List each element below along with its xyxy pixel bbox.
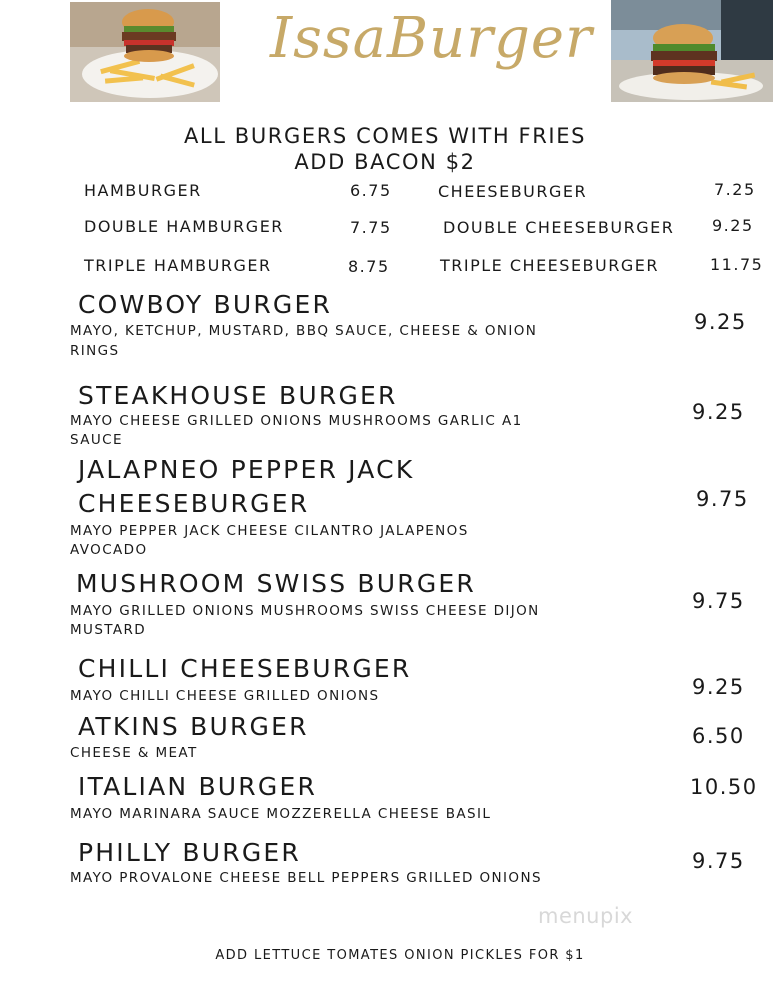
- burger-photo-right: [611, 0, 773, 102]
- specialty-price: 9.25: [692, 675, 745, 699]
- basic-item-price: 7.25: [714, 180, 756, 199]
- specialty-description: RINGS: [70, 343, 120, 359]
- basic-item-name: TRIPLE CHEESEBURGER: [440, 256, 659, 275]
- burger-photo-left: [70, 2, 220, 102]
- watermark: menupix: [538, 904, 634, 928]
- basic-item-price: 7.75: [350, 218, 392, 237]
- basic-item-name: HAMBURGER: [84, 181, 202, 200]
- basic-item-name: CHEESEBURGER: [438, 182, 588, 201]
- specialty-price: 9.75: [692, 589, 745, 613]
- specialty-description: CHEESE & MEAT: [70, 745, 198, 761]
- basic-item-price: 8.75: [348, 257, 390, 276]
- brand-logo: IssaBurger: [270, 6, 593, 71]
- specialty-description: MAYO, KETCHUP, MUSTARD, BBQ SAUCE, CHEESE & ONION: [70, 323, 538, 339]
- specialty-name: JALAPNEO PEPPER JACK: [78, 455, 415, 484]
- basic-item-price: 9.25: [712, 216, 754, 235]
- footer-addons-note: ADD LETTUCE TOMATES ONION PICKLES FOR $1: [215, 948, 585, 963]
- specialty-description: MAYO PROVALONE CHEESE BELL PEPPERS GRILLED ONIONS: [70, 870, 542, 886]
- specialty-description: MAYO MARINARA SAUCE MOZZERELLA CHEESE BASIL: [70, 806, 492, 822]
- specialty-price: 9.25: [692, 400, 745, 424]
- specialty-description: MAYO GRILLED ONIONS MUSHROOMS SWISS CHEESE DIJON: [70, 603, 540, 619]
- basic-item-price: 6.75: [350, 181, 392, 200]
- specialty-name: PHILLY BURGER: [78, 838, 301, 867]
- specialty-description: MAYO PEPPER JACK CHEESE CILANTRO JALAPENOS: [70, 523, 469, 539]
- burger-plate-image: [611, 0, 773, 102]
- specialty-description: SAUCE: [70, 432, 123, 448]
- specialty-price: 10.50: [690, 775, 758, 799]
- specialty-description: MAYO CHILLI CHEESE GRILLED ONIONS: [70, 688, 380, 704]
- header-fries-note: ALL BURGERS COMES WITH FRIES: [183, 124, 587, 148]
- specialty-price: 9.75: [692, 849, 745, 873]
- basic-item-name: DOUBLE HAMBURGER: [84, 217, 284, 236]
- burger-plate-image: [70, 2, 220, 102]
- specialty-name: STEAKHOUSE BURGER: [78, 381, 398, 410]
- specialty-price: 9.25: [694, 310, 747, 334]
- specialty-description: MAYO CHEESE GRILLED ONIONS MUSHROOMS GARLIC A1: [70, 413, 523, 429]
- basic-item-name: DOUBLE CHEESEBURGER: [443, 218, 675, 237]
- specialty-name: CHEESEBURGER: [78, 489, 310, 518]
- specialty-description: AVOCADO: [70, 542, 148, 558]
- specialty-name: ITALIAN BURGER: [78, 772, 318, 801]
- basic-item-price: 11.75: [710, 255, 764, 274]
- basic-item-name: TRIPLE HAMBURGER: [84, 256, 272, 275]
- specialty-description: MUSTARD: [70, 622, 147, 638]
- specialty-name: CHILLI CHEESEBURGER: [78, 654, 412, 683]
- specialty-price: 6.50: [692, 724, 745, 748]
- specialty-price: 9.75: [696, 487, 749, 511]
- specialty-name: ATKINS BURGER: [78, 712, 309, 741]
- specialty-name: MUSHROOM SWISS BURGER: [76, 569, 476, 598]
- specialty-name: COWBOY BURGER: [78, 290, 333, 319]
- header-bacon-note: ADD BACON $2: [294, 150, 476, 174]
